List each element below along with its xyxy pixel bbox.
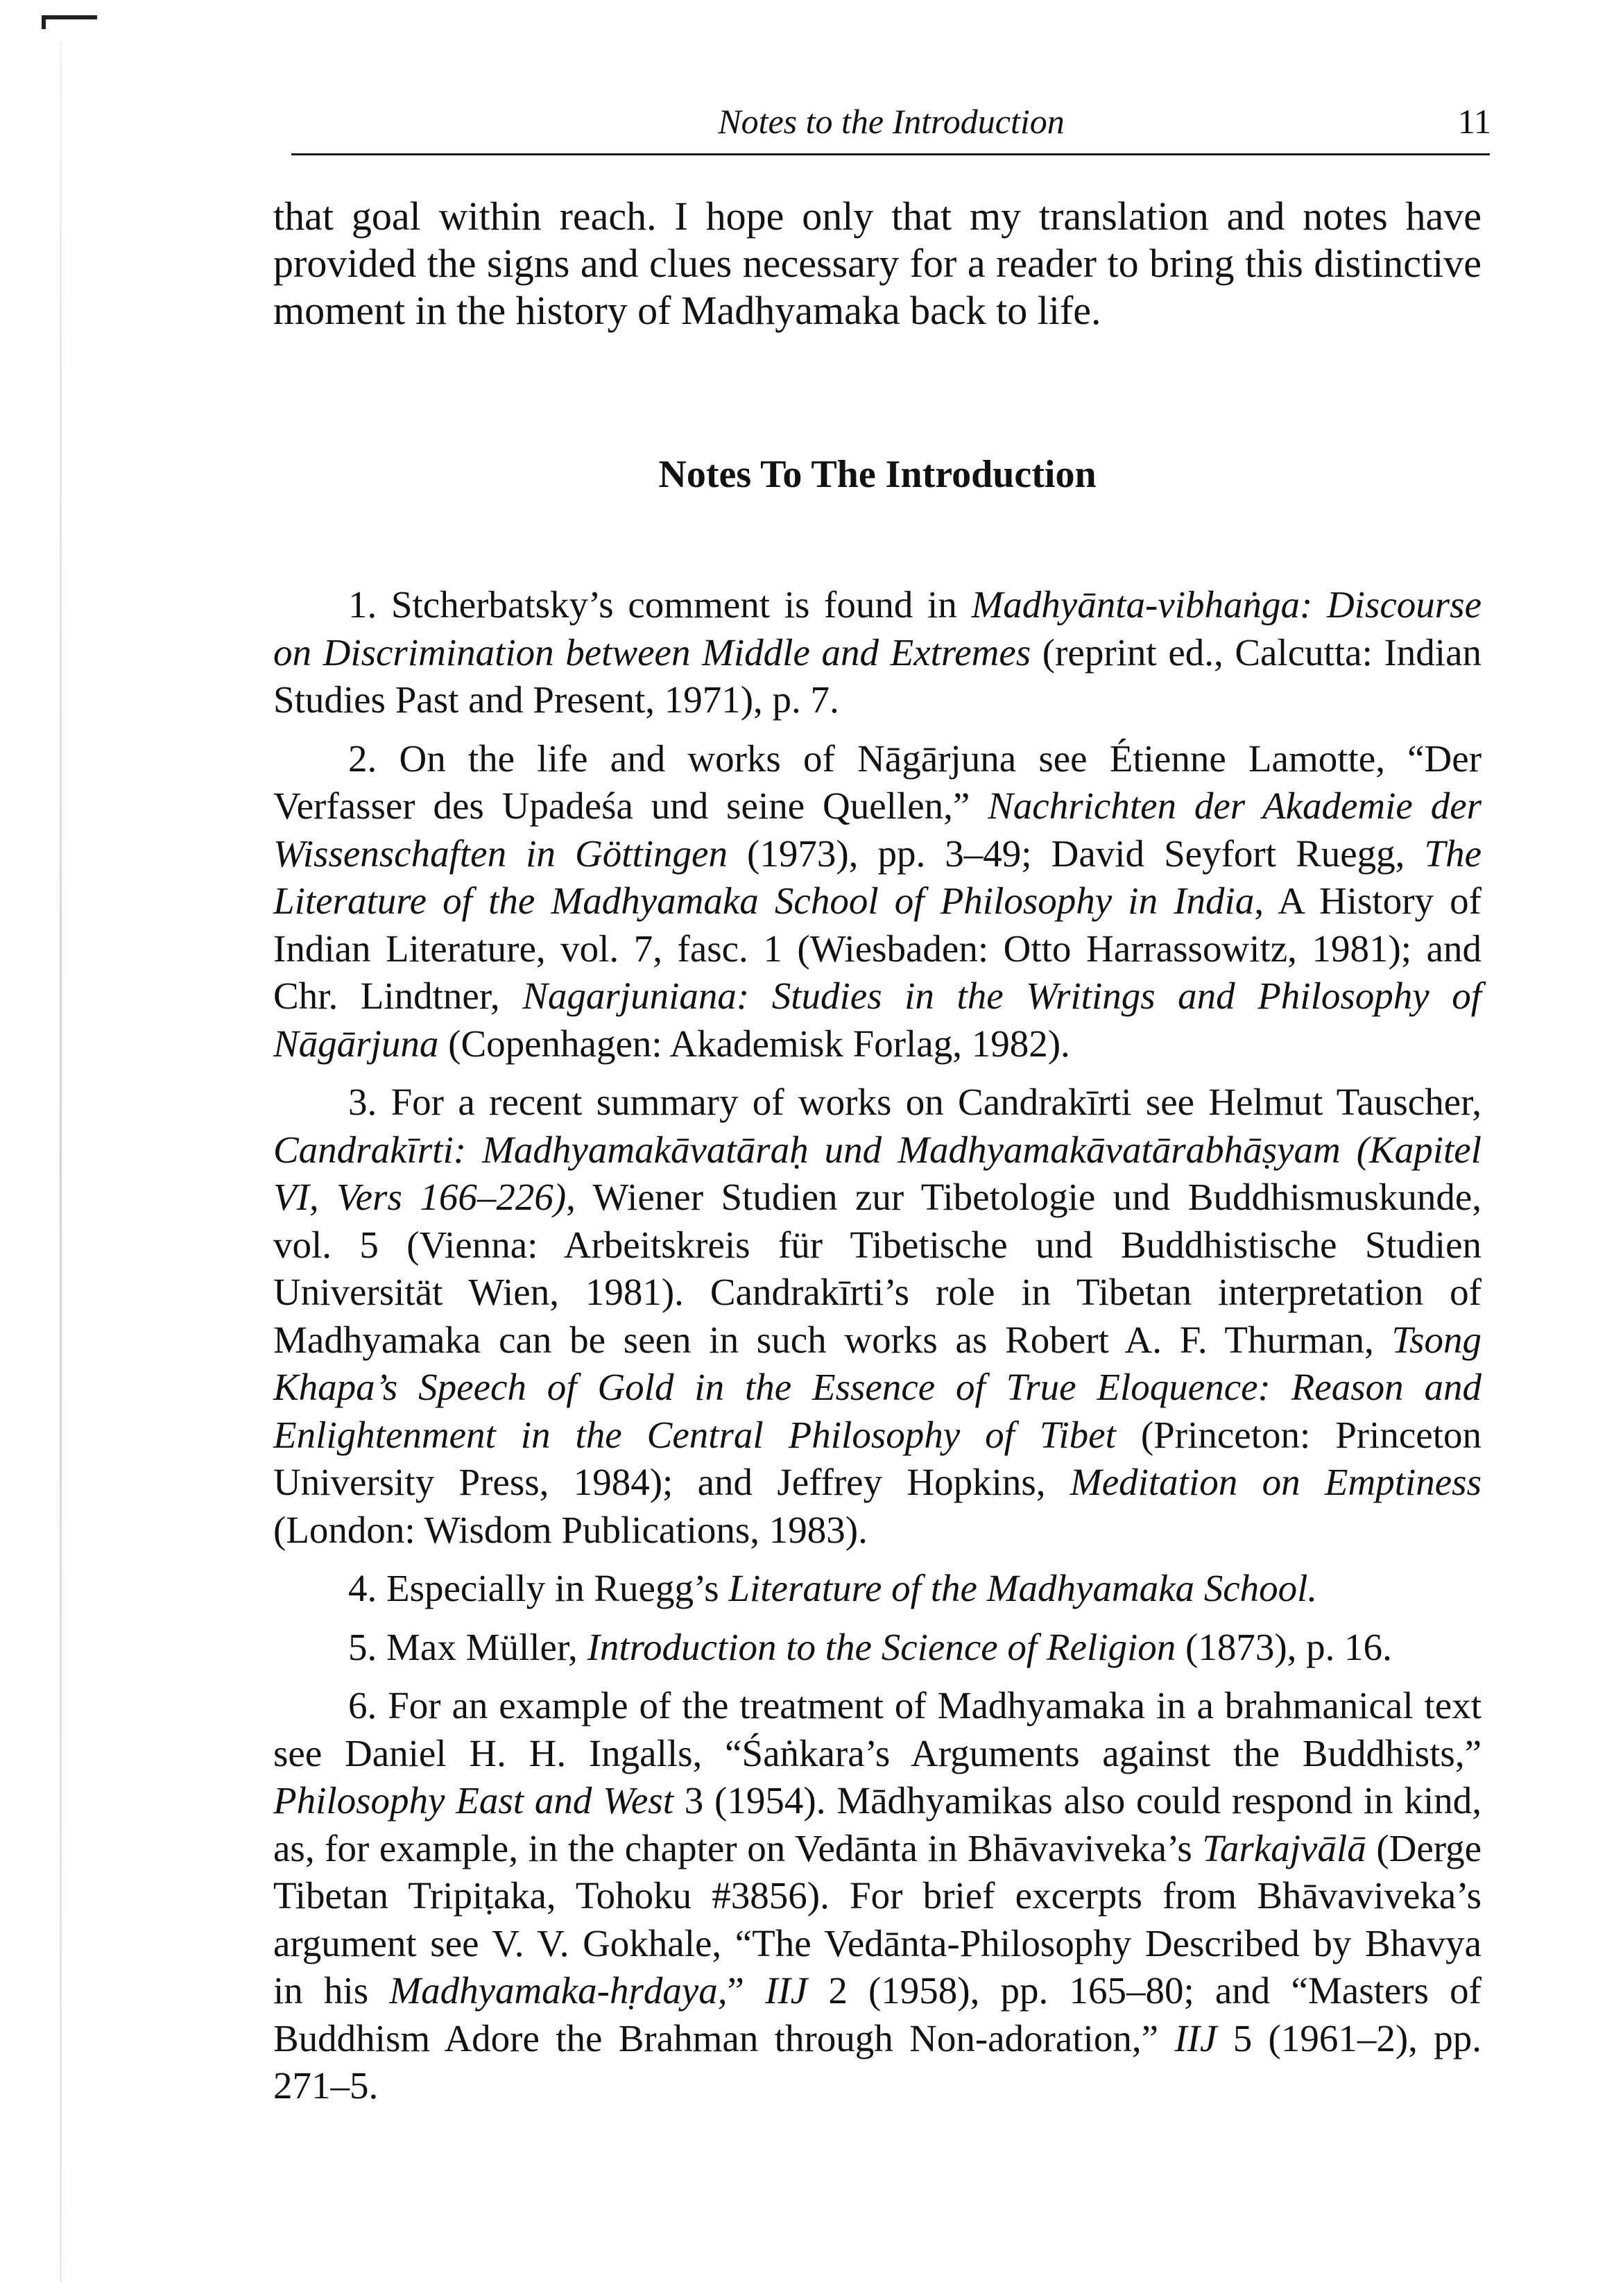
note-3 [273,1079,1482,1554]
note-text: On the life and works of Nāgārjuna see Étienne Lamotte, “Der Verfasser des Upadeśa und seine Quellen,” [273,737,1482,827]
note-number: 1. [348,583,391,626]
note-title-italic: The Literature of the Madhyamaka School of Philosophy in India [273,832,1482,922]
note-number: 4. [348,1567,386,1609]
section-title: Notes To The Introduction [658,453,1097,496]
note-text: 3 (1954). Mādhyamikas also could respond in kind, as, for example, in the chapter on Vedānta in Bhāvaviveka’s [273,1779,1482,1869]
note-text: ” [727,1969,766,2012]
note-title-italic: Literature of the Madhyamaka School. [728,1567,1318,1609]
note-text: , A History of Indian Literature, vol. 7, fasc. 1 (Wiesbaden: Otto Harrassowitz, 1981); and Chr. Lindtner, [273,880,1482,1017]
note-number: 3. [348,1081,391,1123]
note-text: (London: Wisdom Publications, 1983). [273,1508,868,1551]
note-text: (1973), pp. 3–49; David Seyfort Ruegg, [727,832,1425,875]
running-header [291,97,1491,146]
lead-paragraph: that goal within reach. I hope only that my translation and notes have provided the signs and clues necessary for a reader to bring this distinctive moment in the history of Madhyamaka back to life. [273,194,1482,333]
note-title-italic: Introduction to the Science of Religion [587,1625,1176,1668]
note-text: (1873), p. 16. [1176,1625,1392,1668]
note-number: 5. [348,1625,386,1668]
note-title-italic: Candrakīrti: Madhyamakāvatāraḥ und Madhyamakāvatārabhāṣyam (Kapitel VI, Vers 166–226) [273,1128,1482,1218]
header-rule [291,153,1490,155]
note-title-italic: IIJ [765,1969,808,2012]
note-text: (reprint ed., Calcutta: Indian Studies Past and Present, 1971), p. 7. [273,631,1482,721]
note-1 [273,581,1482,724]
note-title-italic: Nachrichten der Akademie der Wissenschaften in Göttingen [273,785,1482,875]
note-number: 2. [348,737,400,780]
running-title: Notes to the Introduction [718,102,1065,141]
note-title-italic: Madhyamaka-hṛdaya, [389,1969,728,2012]
note-text: For a recent summary of works on Candrakīrti see Helmut Tauscher, [390,1081,1482,1123]
note-text: (Copenhagen: Akademisk Forlag, 1982). [438,1022,1070,1065]
scan-corner-mark [42,15,97,29]
note-text: For an example of the treatment of Madhyamaka in a brahmanical text see Daniel H. H. Ingalls, “Śaṅkara’s Arguments against the Buddhists,” [273,1684,1482,1774]
page-number: 11 [1457,102,1491,141]
note-text: (Derge Tibetan Tripiṭaka, Tohoku #3856). For brief excerpts from Bhāvaviveka’s argument see V. V. Gokhale, “The Vedānta-Philosophy Described by Bhavya in his [273,1826,1482,2012]
note-text: 2 (1958), pp. 165–80; and “Masters of Buddhism Adore the Brahman through Non-adoration,” [273,1969,1482,2059]
note-title-italic: Philosophy East and West [273,1779,673,1822]
note-text: , Wiener Studien zur Tibetologie und Buddhismuskunde, vol. 5 (Vienna: Arbeitskreis für Tibetische und Buddhistische Studien Universität Wien, 1981). Candrakīrti’s role in Tibetan interpretation of Madhyamaka can be seen in such works as Robert A. F. Thurman, [273,1176,1482,1361]
note-title-italic: Tsong Khapa’s Speech of Gold in the Essence of True Eloquence: Reason and Enlightenment in the Central Philosophy of Tibet [273,1318,1482,1456]
scan-page-edge [60,42,62,2282]
note-2 [273,735,1482,1068]
note-title-italic: Nagarjuniana: Studies in the Writings and Philosophy of Nāgārjuna [273,975,1482,1065]
note-title-italic: Tarkajvālā [1202,1826,1366,1869]
note-4 [273,1565,1482,1613]
note-text: (Princeton: Princeton University Press, 1984); and Jeffrey Hopkins, [273,1413,1482,1503]
notes-list [273,581,1482,2121]
note-text: 5 (1961–2), pp. 271–5. [273,2016,1482,2107]
note-number: 6. [348,1684,388,1727]
note-title-italic: Meditation on Emptiness [1070,1461,1482,1503]
note-title-italic: Madhyānta-vibhaṅga: Discourse on Discrimination between Middle and Extremes [273,583,1482,674]
note-5 [273,1624,1482,1672]
note-title-italic: IIJ [1174,2016,1217,2059]
note-text: Stcherbatsky’s comment is found in [390,583,972,626]
note-text: Especially in Ruegg’s [386,1567,729,1609]
note-6 [273,1682,1482,2110]
note-text: Max Müller, [386,1625,587,1668]
